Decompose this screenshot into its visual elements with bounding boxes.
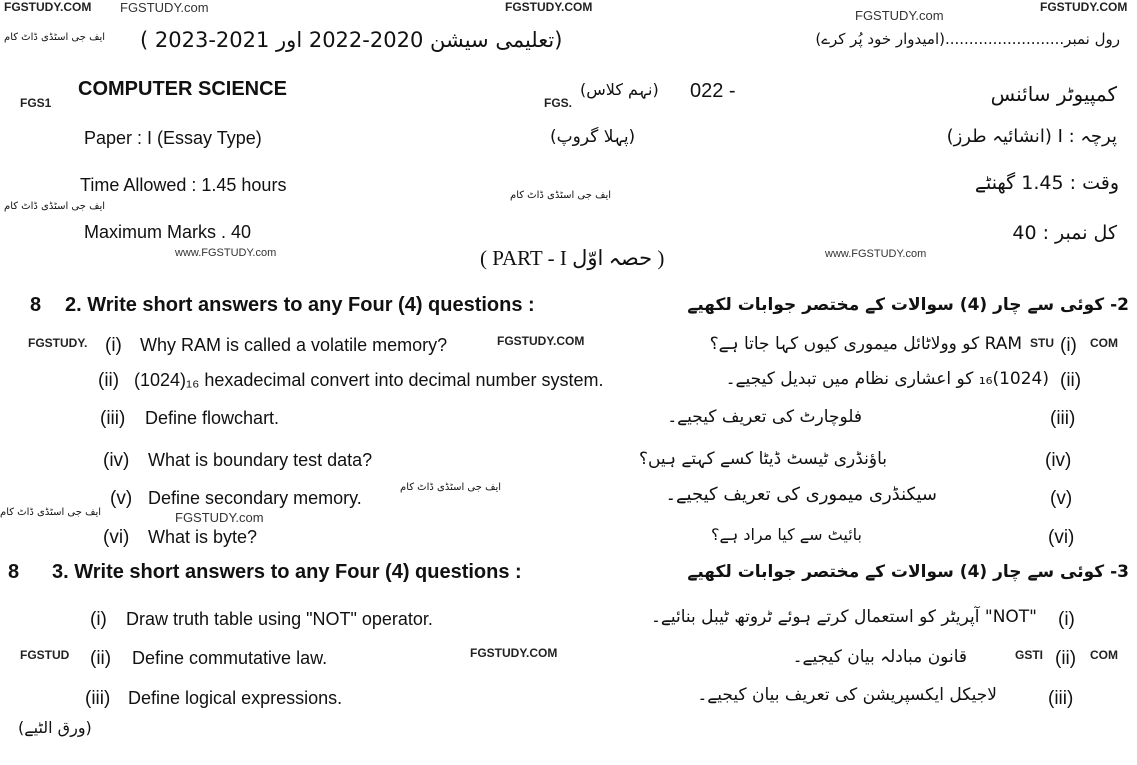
session: (تعلیمی سیشن 2020-2022 اور 2021-2023 ): [140, 28, 563, 52]
watermark: FGSTUDY.com: [855, 8, 944, 23]
watermark-urdu: ایف جی اسٹڈی ڈاٹ کام: [4, 201, 106, 212]
item-number: (iv): [103, 450, 130, 471]
item-en: Why RAM is called a volatile memory?: [140, 335, 448, 355]
item-number-ur: (iii): [1048, 688, 1074, 709]
item-en: Draw truth table using "NOT" operator.: [126, 609, 433, 629]
item-ur: سیکنڈری میموری کی تعریف کیجیے۔: [665, 484, 937, 505]
watermark: FGSTUDY.COM: [1040, 0, 1128, 14]
item-number: (i): [105, 335, 122, 356]
item-number: (ii): [90, 648, 112, 669]
watermark: FGS1: [20, 96, 52, 110]
watermark: FGSTUDY.com: [120, 0, 209, 15]
time-allowed-en: Time Allowed : 1.45 hours: [80, 175, 287, 195]
watermark: FGSTUD: [20, 648, 70, 662]
item-en: Define logical expressions.: [128, 688, 343, 708]
item-en: (1024)₁₆ hexadecimal convert into decimal number system.: [134, 370, 604, 390]
watermark: FGSTUDY.COM: [470, 646, 558, 660]
watermark: FGSTUDY.COM: [4, 0, 92, 14]
watermark: FGSTUDY.: [28, 336, 88, 350]
item-en: Define commutative law.: [132, 648, 328, 668]
item-en: What is byte?: [148, 527, 258, 547]
max-marks-ur: کل نمبر : 40: [1012, 222, 1117, 244]
item-ur: فلوچارٹ کی تعریف کیجیے۔: [667, 407, 862, 427]
subject-en: COMPUTER SCIENCE: [78, 78, 287, 100]
watermark: www.FGSTUDY.com: [825, 248, 927, 260]
item-en: What is boundary test data?: [148, 450, 373, 470]
q3-marks: 8: [8, 561, 20, 583]
item-number-ur: (i): [1058, 609, 1075, 630]
q3-title-ur: 3- کوئی سے چار (4) سوالات کے مختصر جوابات لکھیے: [687, 562, 1129, 582]
item-ur: باؤنڈری ٹیسٹ ڈیٹا کسے کہتے ہیں؟: [638, 449, 887, 469]
item-number-ur: (iv): [1045, 450, 1072, 471]
watermark: FGSTUDY.COM: [497, 334, 585, 348]
watermark-urdu: ایف جی اسٹڈی ڈاٹ کام: [4, 32, 106, 43]
watermark: FGSTUDY.COM: [505, 0, 593, 14]
item-ur: (1024)₁₆ کو اعشاری نظام میں تبدیل کیجیے۔: [725, 369, 1049, 389]
watermark-urdu: ایف جی اسٹڈی ڈاٹ کام: [400, 482, 502, 493]
item-number-ur: (v): [1050, 488, 1073, 509]
item-ur: لاجیکل ایکسپریشن کی تعریف بیان کیجیے۔: [697, 685, 997, 705]
item-number-ur: (ii): [1060, 370, 1082, 391]
item-number: (vi): [103, 527, 130, 548]
item-ur: RAM کو وولاٹائل میموری کیوں کہا جاتا ہے؟: [709, 334, 1022, 354]
watermark: STU: [1030, 336, 1054, 350]
item-number-ur: (ii): [1055, 648, 1077, 669]
roll-number-field: رول نمبر.........................(امیدوار خود پُر کرے): [815, 30, 1120, 48]
watermark-urdu: ایف جی اسٹڈی ڈاٹ کام: [0, 507, 102, 518]
item-ur: قانون مبادلہ بیان کیجیے۔: [792, 647, 967, 667]
watermark: FGSTUDY.com: [175, 510, 264, 525]
subject-ur: کمپیوٹر سائنس: [990, 82, 1117, 106]
item-number-ur: (i): [1060, 335, 1077, 356]
watermark: COM: [1090, 648, 1118, 662]
q2-title-ur: 2- کوئی سے چار (4) سوالات کے مختصر جوابات لکھیے: [687, 295, 1129, 315]
item-number: (i): [90, 609, 107, 630]
item-en: Define secondary memory.: [148, 488, 362, 508]
item-en: Define flowchart.: [145, 408, 280, 428]
item-number: (ii): [98, 370, 120, 391]
q3-title-en: 3. Write short answers to any Four (4) questions :: [52, 561, 522, 583]
group-ur: (پہلا گروپ): [550, 127, 636, 147]
max-marks-en: Maximum Marks . 40: [84, 222, 252, 242]
item-number: (v): [110, 488, 133, 509]
item-ur: "NOT" آپریٹر کو استعمال کرتے ہوئے ٹروتھ ٹیبل بنائیے۔: [650, 607, 1037, 627]
class-ur: (نہم کلاس): [580, 80, 659, 99]
item-ur: بائیٹ سے کیا مراد ہے؟: [711, 525, 862, 544]
time-allowed-ur: وقت : 1.45 گھنٹے: [974, 172, 1119, 194]
watermark: COM: [1090, 336, 1118, 350]
watermark: www.FGSTUDY.com: [175, 247, 277, 259]
watermark: GSTI: [1015, 648, 1044, 662]
item-number-ur: (vi): [1048, 527, 1075, 548]
paper-code: 022 -: [690, 80, 736, 102]
q2-title-en: 2. Write short answers to any Four (4) questions :: [65, 294, 535, 316]
q2-marks: 8: [30, 294, 42, 316]
watermark: FGS.: [544, 96, 573, 110]
turn-over-note: (ورق الٹیے): [18, 718, 92, 737]
paper-ur: پرچہ : I (انشائیہ طرز): [946, 126, 1117, 147]
watermark-urdu: ایف جی اسٹڈی ڈاٹ کام: [510, 190, 612, 201]
paper-en: Paper : I (Essay Type): [84, 128, 262, 148]
item-number-ur: (iii): [1050, 408, 1076, 429]
item-number: (iii): [85, 688, 111, 709]
part-heading: ( PART - I حصہ اوّل ): [480, 246, 665, 270]
item-number: (iii): [100, 408, 126, 429]
